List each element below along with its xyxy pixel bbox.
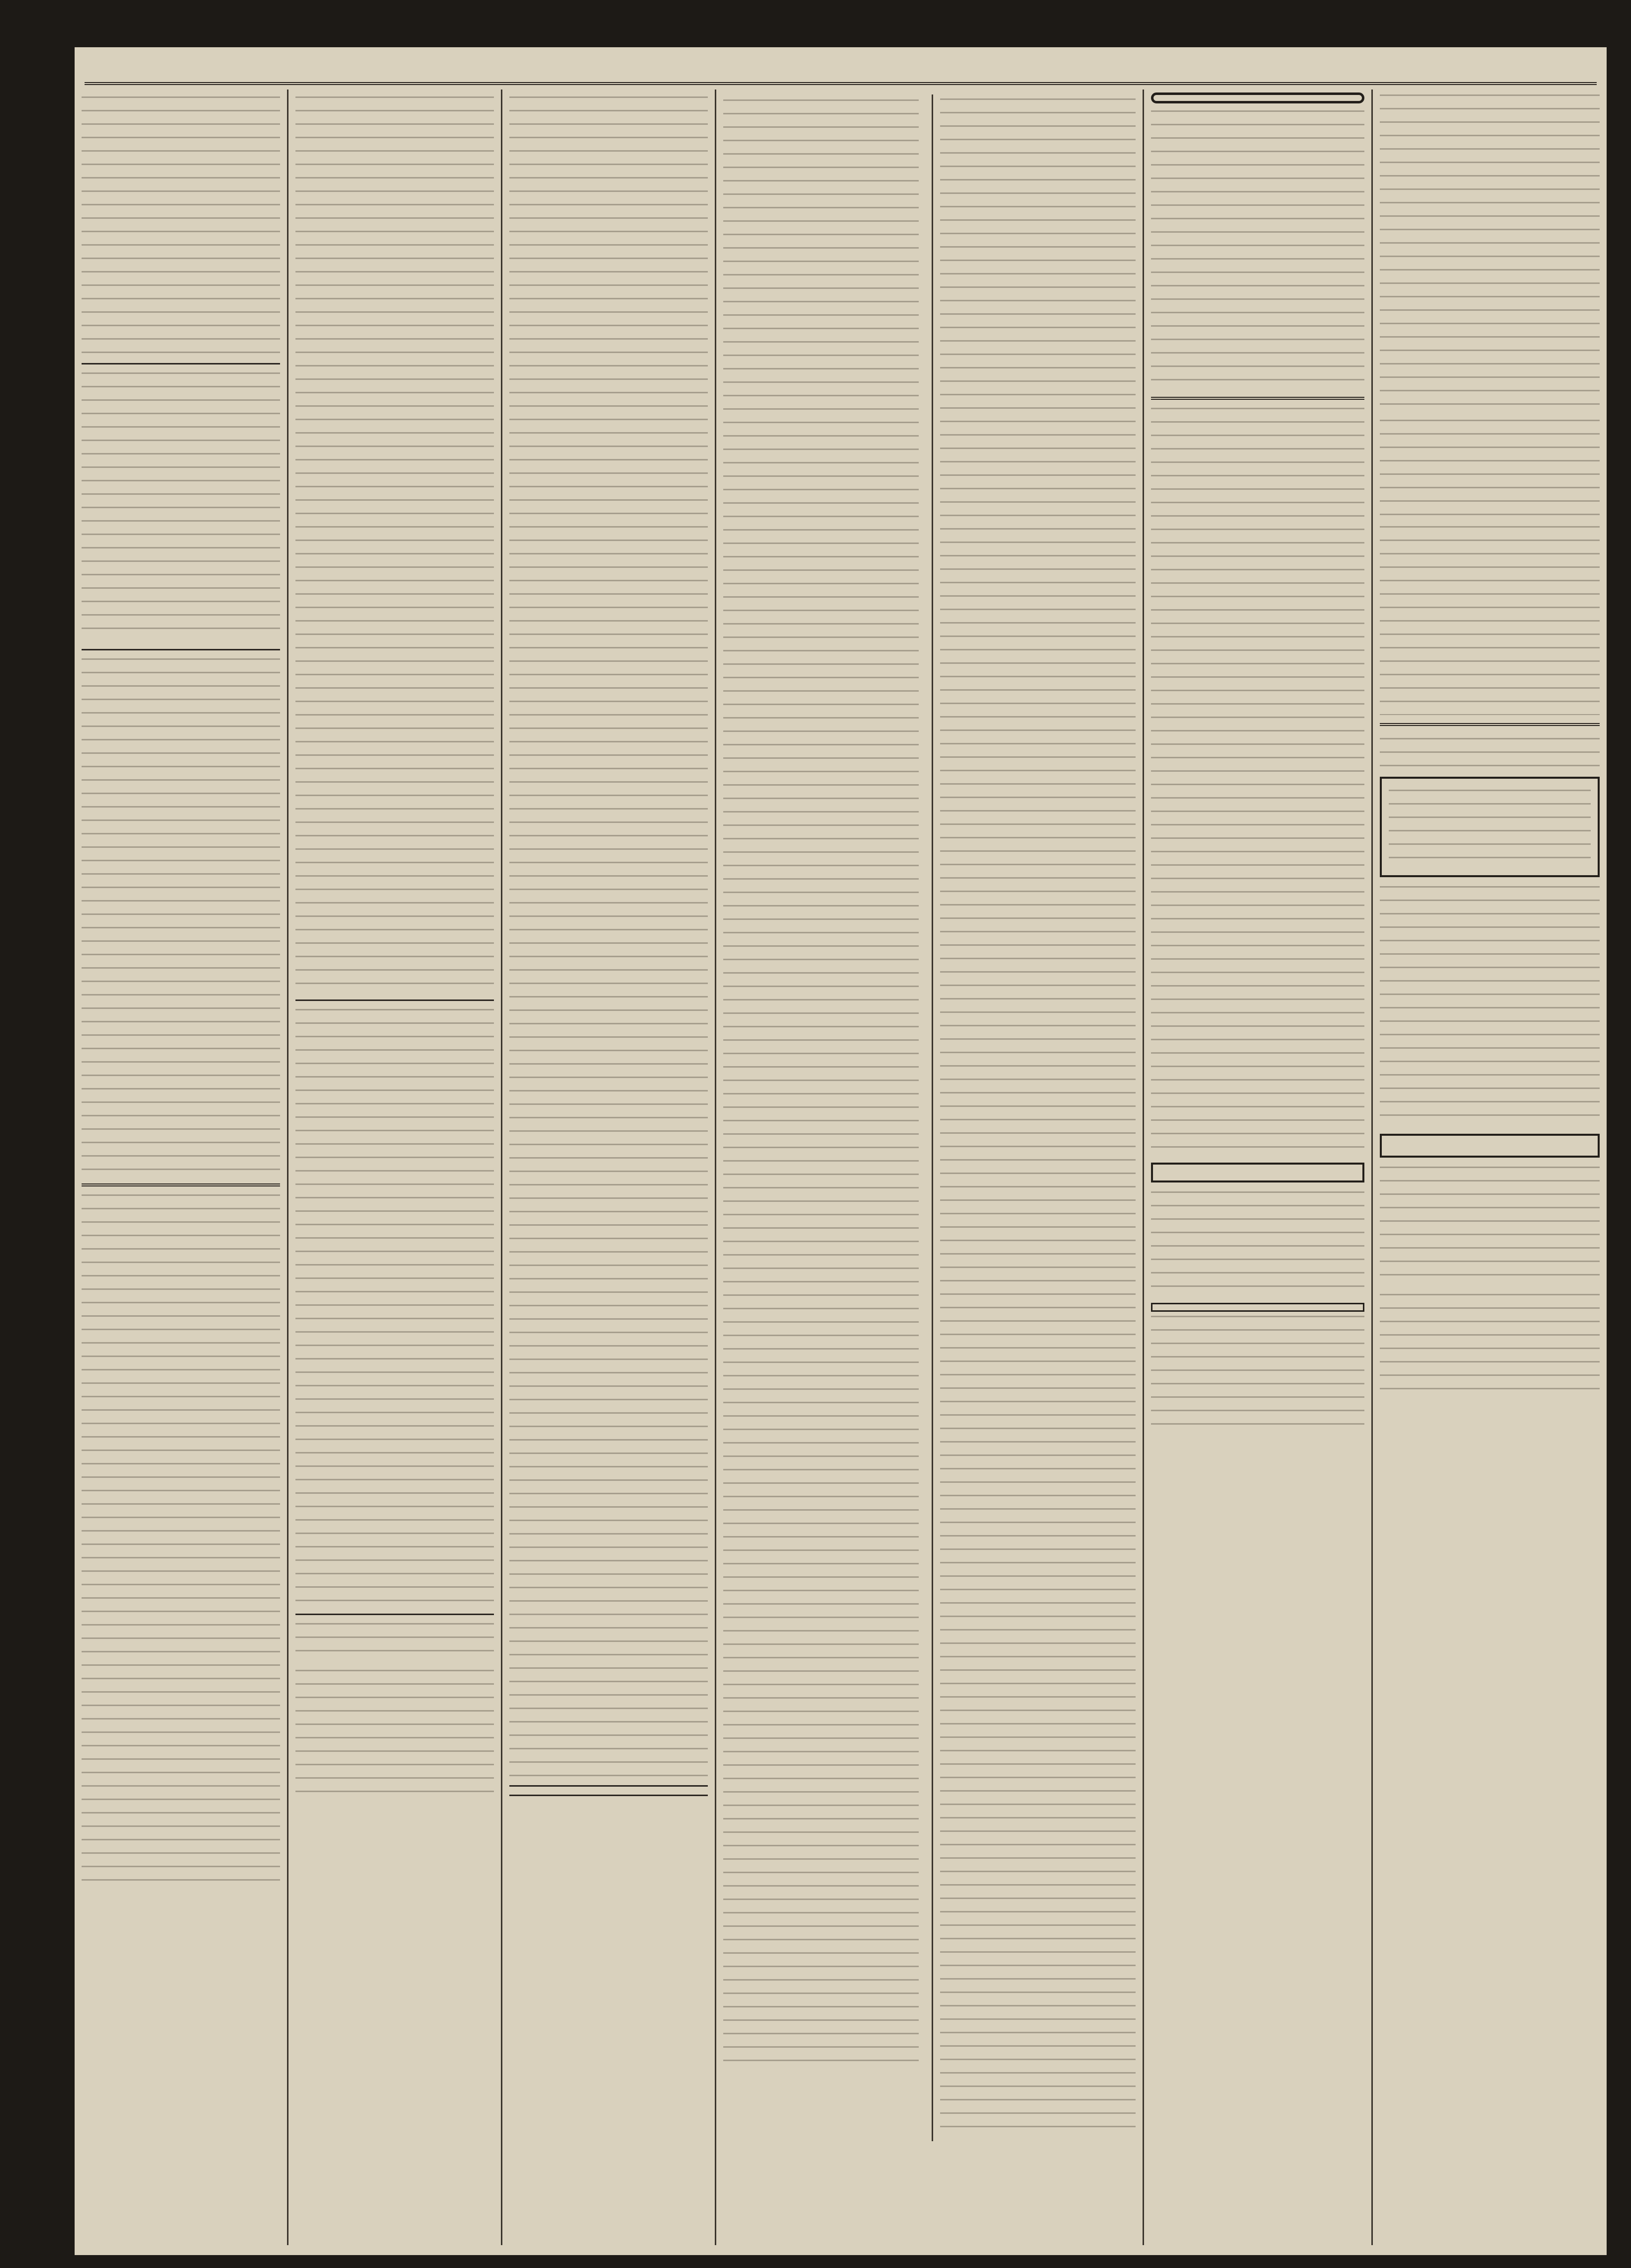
main-story-body-right [940, 98, 1136, 2137]
main-story-body-left [723, 99, 919, 2064]
newspaper-page [75, 47, 1607, 2255]
article-parliament-body [82, 1194, 280, 1891]
article-excursoes-body [1380, 886, 1600, 1125]
running-header [85, 52, 1597, 85]
article-prisoes-body [1151, 1191, 1364, 1296]
column-4-5 [716, 90, 1144, 2245]
column-6 [1144, 90, 1373, 2245]
ad-salao-row [1389, 1145, 1591, 1149]
article-comicio-body [82, 96, 280, 355]
ad-estomago [1380, 777, 1600, 877]
article-festas-body [295, 96, 494, 992]
column-7 [1373, 90, 1607, 2245]
ultima-hora-banner [1151, 92, 1364, 103]
headline-exames-2-grau [1151, 1303, 1364, 1312]
lottery-notes [1380, 738, 1600, 768]
article-milho-body [1380, 420, 1600, 519]
ad-urol [1151, 1163, 1364, 1182]
column-1 [75, 90, 288, 2245]
divider [82, 363, 280, 364]
article-santos-body [295, 1623, 494, 1663]
ad-estomago-body [1389, 790, 1591, 864]
article-exames2-body [1380, 1167, 1600, 1286]
article-comissoes-body [82, 372, 280, 641]
divider [1151, 397, 1364, 400]
article-exames-body [1151, 1316, 1364, 1435]
main-story-columns [723, 94, 1136, 2141]
column-3 [502, 90, 716, 2245]
main-story-right [932, 94, 1136, 2141]
divider [82, 649, 280, 650]
divider [295, 1614, 494, 1615]
article-braga-body [295, 1009, 494, 1606]
divider [1380, 723, 1600, 726]
main-story-left [723, 94, 919, 2141]
article-policia-body [1380, 94, 1600, 413]
article-escoteiros-body [82, 658, 280, 1176]
article-valboeira-body [1151, 408, 1364, 1154]
column-2 [288, 90, 502, 2245]
divider [509, 1785, 708, 1787]
ad-salao-graca [1380, 1134, 1600, 1158]
divider [82, 1183, 280, 1186]
article-proximidades-body [509, 96, 708, 1777]
divider [295, 999, 494, 1001]
article-medicos-body [1380, 1294, 1600, 1393]
divider [509, 1795, 708, 1796]
article-comunicado-body [1151, 110, 1364, 389]
article-incendio-body [295, 1670, 494, 1799]
article-frutos-body [1380, 526, 1600, 715]
